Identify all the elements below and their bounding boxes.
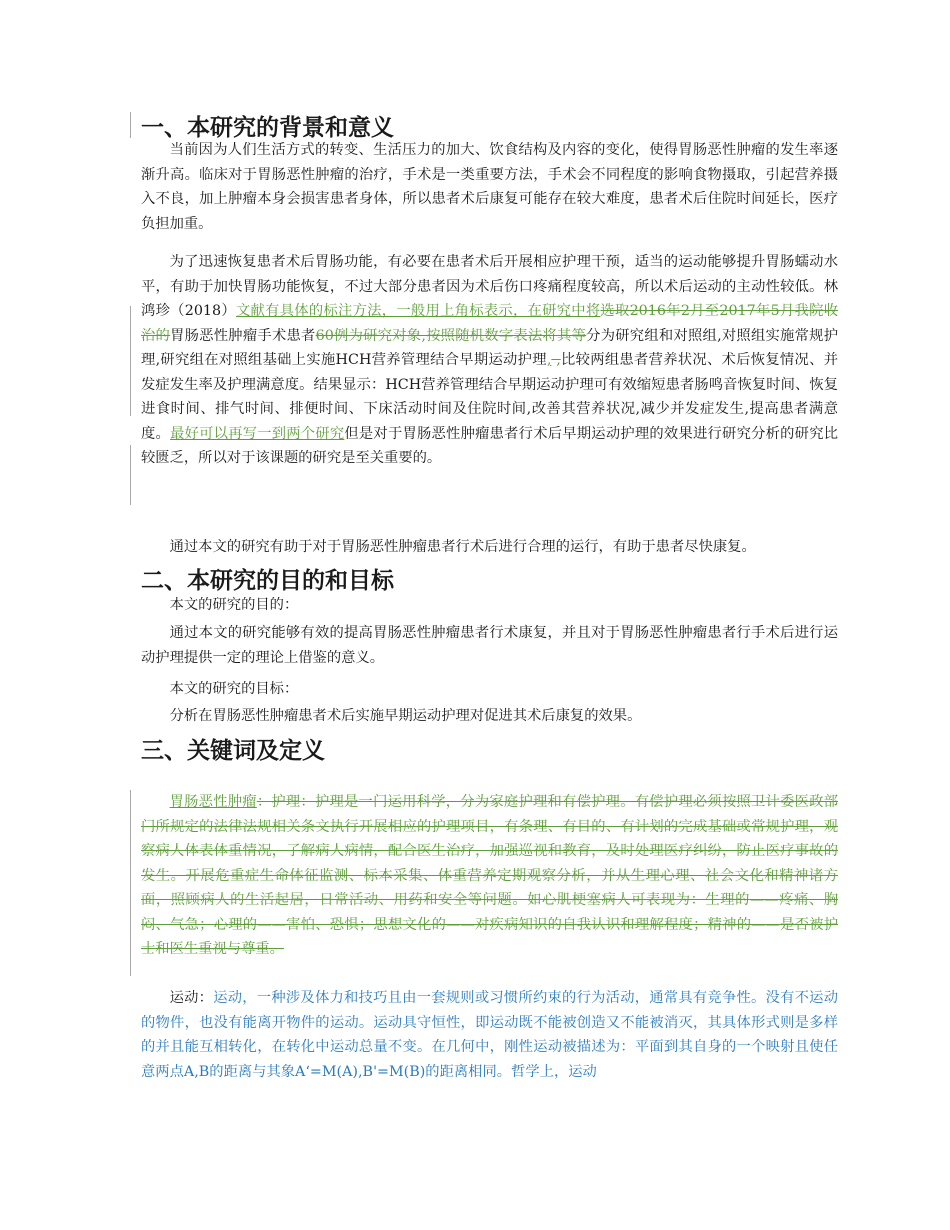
deleted-text-sample: 60例为研究对象,按照随机数字表法将其等 [315,327,587,344]
purpose-label: 本文的研究的目的： [169,597,299,613]
deleted-text-date-range: 选取2016年2月至2017年5月我院收治的 [141,303,838,344]
background-paragraph-2 [141,250,838,471]
sport-label: 运动： [169,990,214,1006]
section-heading-keywords: 三、关键词及定义 [141,738,325,764]
sport-definition: 运动，一种涉及体力和技巧且由一套规则或习惯所约束的行为活动，通常具有竞争性。没有不运动的物件，也没有能离开物件的运动。运动具守恒性，即运动既不能被创造又不能被消灭，其具体形式则是多样的并且能互相转化，在转化中运动总量不变。在几何中，刚性运动被描述为：平面到其自身的一个映射且使任意两点A,B的距离与其象A‘=M(A),B'=M(B)的距离相同。哲学上，运动 [141,990,838,1080]
p2-text-e: 但是对于胃肠恶性肿瘤患者行术后早期运动护理的效果进行研究分析的研究比较匮乏，所以对于该课题的研究是至关重要的。 [141,425,839,466]
p2-text-b: 胃肠恶性肿瘤手术患者 [170,327,316,344]
change-bar [130,112,131,138]
inserted-comment-more-research: 最好可以再写一到两个研究 [170,425,345,442]
keyword-definition-sport [141,986,838,1084]
inserted-comment-citation: 文献有具体的标注方法，一般用上角标表示，在研究中将 [235,303,601,319]
background-paragraph-3: 通过本文的研究有助于对于胃肠恶性肿瘤患者行术后进行合理的运行，有助于患者尽快康复。 [169,539,756,555]
p2-text-d: 比较两组患者营养状况、术后恢复情况、并发症发生率及护理满意度。结果显示：HCH营养管理结合早期运动护理可有效缩短患者肠鸣音恢复时间、恢复进食时间、排气时间、排便时间、下床活动时间及住院时间,改善其营养状况,减少并发症发生,提高患者满意度。 [141,352,838,442]
goal-text: 分析在胃肠恶性肿瘤患者术后实施早期运动护理对促进其术后康复的效果。 [169,708,642,724]
change-bar [130,790,131,976]
background-paragraph-1: 当前因为人们生活方式的转变、生活压力的加大、饮食结构及内容的变化，使得胃肠恶性肿瘤的发生率逐渐升高。临床对于胃肠恶性肿瘤的治疗，手术是一类重要方法，手术会不同程度的影响食物摄取，引起营养摄入不良，加上肿瘤本身会损害患者身体，所以患者术后康复可能存在较大难度，患者术后住院时间延长，医疗负担加重。 [141,142,838,232]
purpose-text: 通过本文的研究能够有效的提高胃肠恶性肿瘤患者行术康复，并且对于胃肠恶性肿瘤患者行手术后进行运动护理提供一定的理论上借鉴的意义。 [141,625,838,666]
p2-text-a: 为了迅速恢复患者术后胃肠功能，有必要在患者术后开展相应护理干预，适当的运动能够提升胃肠蠕动水平，有助于加快胃肠功能恢复，不过大部分患者因为术后伤口疼痛程度较高，所以术后运动的主动性较低。林鸿珍（2018） [141,254,838,319]
section-heading-background: 一、本研究的背景和意义 [141,115,394,141]
goal-label: 本文的研究的目标： [169,681,299,697]
p2-text-c: 分为研究组和对照组,对照组实施常规护理,研究组在对照组基础上实施HCH营养管理结合早期运动护理 [141,327,839,368]
inserted-keyword: 胃肠恶性肿瘤 [169,794,257,810]
section-heading-purpose: 二、本研究的目的和目标 [141,568,394,594]
keyword-definition-deleted [141,790,838,962]
change-bar [130,306,131,416]
change-bar [130,445,131,505]
deleted-nursing-definition: ：护理：护理是一门运用科学，分为家庭护理和有偿护理。有偿护理必须按照卫计委医政部门所规定的法律法规相关条文执行开展相应的护理项目，有条理、有目的、有计划的完成基础或常规护理，观察病人体表体重情况，了解病人病情，配合医生治疗，加强巡视和教育，及时处理医疗纠纷，防止医疗事故的发生。开展危重症生命体征监测、标本采集、体重营养定期观察分析，并从生理心理、社会文化和精神诸方面，照顾病人的生活起居，日常活动、用药和安全等问题。如心肌梗塞病人可表现为：生理的——疼痛、胸闷、气急；心理的——害怕、恐惧；思想文化的——对疾病知识的自我认识和理解程度；精神的——是否被护士和医生重视与尊重。 [141,794,838,957]
deleted-comma: , [551,352,561,368]
inserted-comma: , [546,352,552,368]
